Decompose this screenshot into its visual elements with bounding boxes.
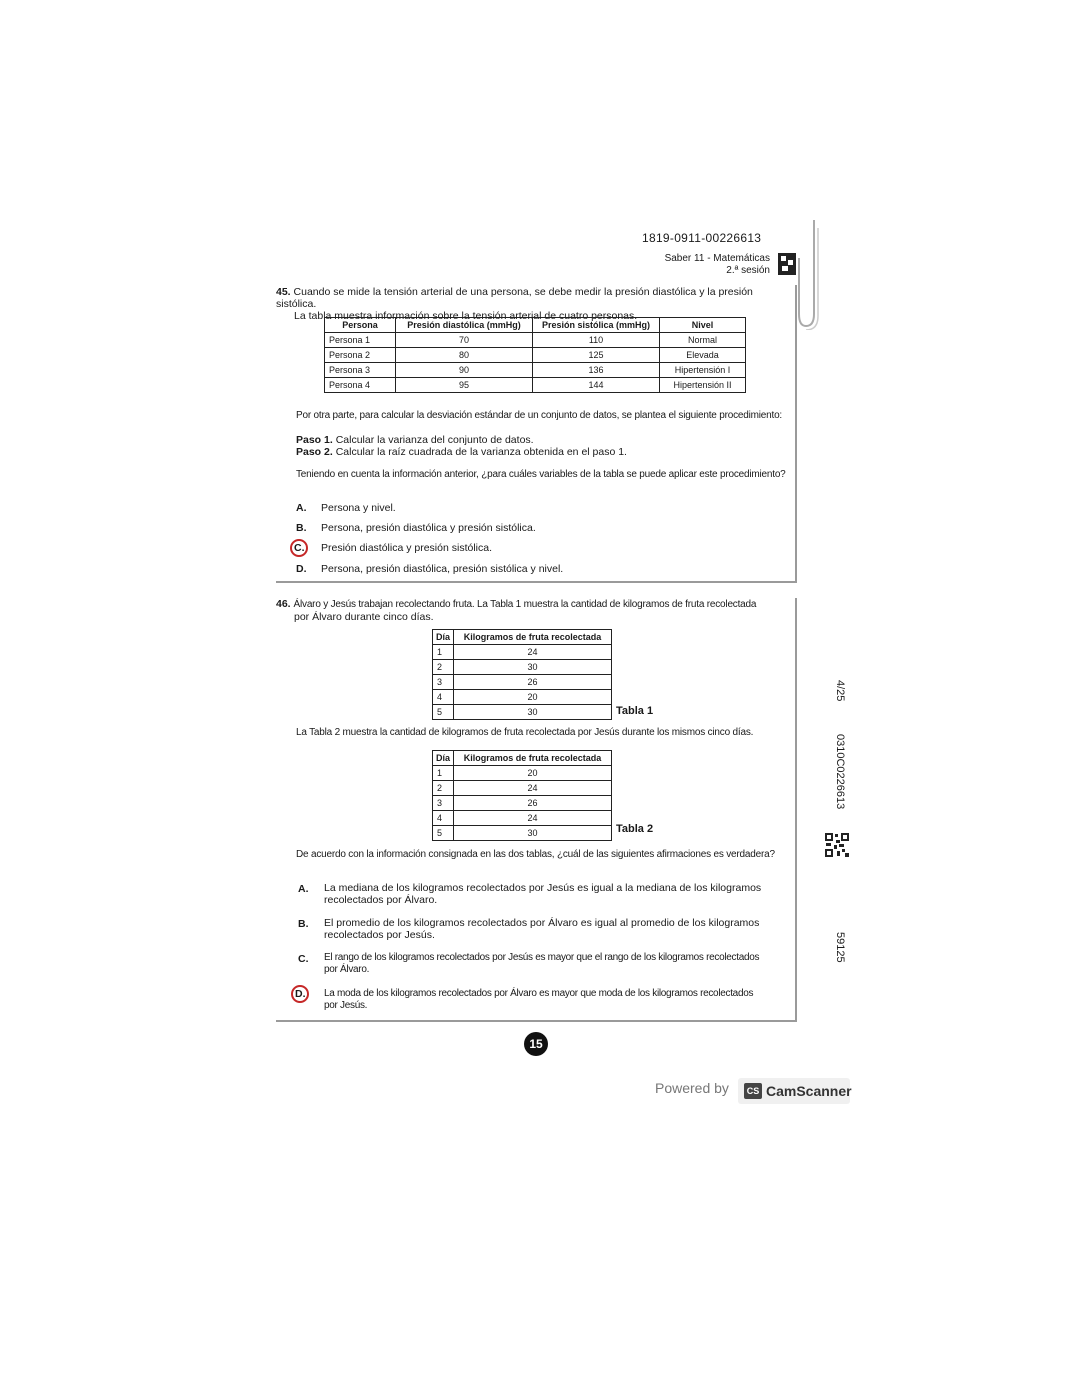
cell: 3: [433, 796, 454, 811]
cell: 3: [433, 675, 454, 690]
cell: 5: [433, 705, 454, 720]
q45-option-d-text: Persona, presión diastólica, presión sistólica y nivel.: [321, 563, 564, 575]
table-row: [433, 826, 612, 841]
q46-number: 46.: [276, 598, 291, 610]
cell: Normal: [660, 333, 746, 348]
q46-table-2: [432, 750, 612, 841]
cell: 144: [533, 378, 660, 393]
cell: 1: [433, 645, 454, 660]
q45-procedure-intro: Por otra parte, para calcular la desviación estándar de un conjunto de datos, se plantea el siguiente procedimiento:: [296, 410, 783, 421]
header-dia: Día: [433, 630, 454, 645]
q45-option-c-letter: C.: [294, 542, 305, 554]
table-row: [433, 690, 612, 705]
q45-option-a-text: Persona y nivel.: [321, 502, 396, 514]
table-row: [325, 348, 746, 363]
cell: 1: [433, 766, 454, 781]
step-1-text: Calcular la varianza del conjunto de datos.: [335, 434, 534, 446]
frame-bottom: [276, 1020, 797, 1022]
cell: 30: [454, 660, 612, 675]
camscanner-brand: CamScanner: [766, 1083, 852, 1099]
q46-option-d-letter: D.: [295, 988, 306, 1000]
q46-question: De acuerdo con la información consignada en las dos tablas, ¿cuál de las siguientes afirmaciones es verdadera?: [296, 849, 775, 860]
option-d-line-2: por Jesús.: [324, 1000, 368, 1011]
q45-step-2: [296, 446, 627, 458]
frame-right-bottom: [795, 598, 797, 1021]
header-kilograms: Kilogramos de fruta recolectada: [454, 630, 612, 645]
q45-blood-pressure-table: [324, 317, 746, 393]
q45-number: 45.: [276, 286, 291, 298]
q45-step-1: [296, 434, 534, 446]
cell: 2: [433, 781, 454, 796]
cell: 30: [454, 705, 612, 720]
q46-intro-line-2: por Álvaro durante cinco días.: [294, 611, 434, 623]
table-2-label: Tabla 2: [616, 823, 654, 835]
cell: 136: [533, 363, 660, 378]
table-row: [433, 781, 612, 796]
q46-option-c-letter: C.: [298, 953, 309, 965]
table-row: [433, 645, 612, 660]
q46-intro-line-1: Álvaro y Jesús trabajan recolectando fruta. La Tabla 1 muestra la cantidad de kilogramos de fruta recolectada: [293, 599, 757, 610]
option-a-line-1: La mediana de los kilogramos recolectados por Jesús es igual a la mediana de los kilogramos: [324, 882, 762, 894]
table-row: [433, 660, 612, 675]
paper-clip-icon: [796, 218, 822, 330]
cell: Persona 4: [325, 378, 396, 393]
subject-line-2: 2.ª sesión: [726, 265, 770, 276]
cell: 20: [454, 690, 612, 705]
side-page-fraction: 4/25: [834, 680, 846, 702]
cell: 70: [396, 333, 533, 348]
header-kilograms: Kilogramos de fruta recolectada: [454, 751, 612, 766]
cell: 24: [454, 645, 612, 660]
cell: 20: [454, 766, 612, 781]
table-row: [325, 363, 746, 378]
q45-option-a-letter: A.: [296, 502, 307, 514]
option-b-line-2: recolectados por Jesús.: [324, 929, 435, 941]
q46-option-b-text: [324, 917, 794, 941]
cell: 125: [533, 348, 660, 363]
option-c-line-2: por Álvaro.: [324, 964, 370, 975]
cell: 2: [433, 660, 454, 675]
header-diastolic: Presión diastólica (mmHg): [396, 318, 533, 333]
cell: 24: [454, 781, 612, 796]
header-persona: Persona: [325, 318, 396, 333]
option-b-line-1: El promedio de los kilogramos recolectados por Álvaro es igual al promedio de los kilogramos: [324, 917, 760, 929]
q45-option-b-letter: B.: [296, 522, 307, 534]
cell: 95: [396, 378, 533, 393]
cell: 4: [433, 811, 454, 826]
page-number-badge: 15: [524, 1032, 548, 1056]
cell: 26: [454, 675, 612, 690]
cell: 26: [454, 796, 612, 811]
subject-line-1: Saber 11 - Matemáticas: [664, 253, 770, 264]
document-id: 1819-0911-00226613: [642, 231, 762, 245]
cell: 90: [396, 363, 533, 378]
cell: Hipertensión II: [660, 378, 746, 393]
step-2-label: Paso 2.: [296, 446, 333, 458]
step-1-label: Paso 1.: [296, 434, 333, 446]
subject-label: [640, 253, 770, 277]
q45-option-d-letter: D.: [296, 563, 307, 575]
option-c-line-1: El rango de los kilogramos recolectados por Jesús es mayor que el rango de los kilogramos recolectados: [324, 952, 760, 963]
q46-option-a-letter: A.: [298, 883, 309, 895]
header-dia: Día: [433, 751, 454, 766]
q45-intro-line-1: Cuando se mide la tensión arterial de una persona, se debe medir la presión diastólica y la presión sistólica.: [276, 286, 753, 310]
cell: 30: [454, 826, 612, 841]
cell: 80: [396, 348, 533, 363]
cell: Persona 1: [325, 333, 396, 348]
q46-option-a-text: [324, 882, 794, 906]
q46-option-c-text: [324, 952, 794, 976]
side-code: 0310C0226613: [834, 734, 846, 810]
qr-code-icon: [824, 832, 850, 858]
table-row: [433, 811, 612, 826]
q46-table-1: [432, 629, 612, 720]
frame-divider: [276, 581, 797, 583]
table-row: [433, 675, 612, 690]
powered-by-text: Powered by: [655, 1080, 729, 1096]
cell: Persona 2: [325, 348, 396, 363]
q46-intro: [276, 598, 796, 623]
q46-option-b-letter: B.: [298, 918, 309, 930]
table-row: [325, 333, 746, 348]
q45-question: Teniendo en cuenta la información anterior, ¿para cuáles variables de la tabla se puede aplicar este procedimiento?: [296, 469, 786, 480]
step-2-text: Calcular la raíz cuadrada de la varianza obtenida en el paso 1.: [335, 446, 627, 458]
cell: 24: [454, 811, 612, 826]
q46-option-d-text: [324, 988, 794, 1012]
option-d-line-1: La moda de los kilogramos recolectados por Álvaro es mayor que moda de los kilogramos recolectados: [324, 988, 754, 999]
q45-option-c-text: Presión diastólica y presión sistólica.: [321, 542, 492, 554]
q46-table-2-intro: La Tabla 2 muestra la cantidad de kilogramos de fruta recolectada por Jesús durante los mismos cinco días.: [296, 727, 754, 738]
table-row: [433, 705, 612, 720]
option-a-line-2: recolectados por Álvaro.: [324, 894, 438, 906]
table-row: [433, 766, 612, 781]
table-1-label: Tabla 1: [616, 705, 654, 717]
header-nivel: Nivel: [660, 318, 746, 333]
table-row: [325, 378, 746, 393]
cell: 4: [433, 690, 454, 705]
cell: Hipertensión I: [660, 363, 746, 378]
table-header-row: [433, 630, 612, 645]
table-header-row: [433, 751, 612, 766]
cell: Persona 3: [325, 363, 396, 378]
cell: 110: [533, 333, 660, 348]
q45-option-b-text: Persona, presión diastólica y presión sistólica.: [321, 522, 536, 534]
cell: Elevada: [660, 348, 746, 363]
table-row: [433, 796, 612, 811]
cell: 5: [433, 826, 454, 841]
header-systolic: Presión sistólica (mmHg): [533, 318, 660, 333]
table-header-row: [325, 318, 746, 333]
camscanner-logo-icon: CS: [744, 1083, 762, 1099]
frame-right-top: [795, 285, 797, 583]
exam-logo-icon: [776, 251, 798, 277]
q45-intro-line-2: La tabla muestra información sobre la tensión arterial de cuatro personas.: [294, 310, 638, 322]
side-code-2: 59125: [834, 932, 846, 963]
